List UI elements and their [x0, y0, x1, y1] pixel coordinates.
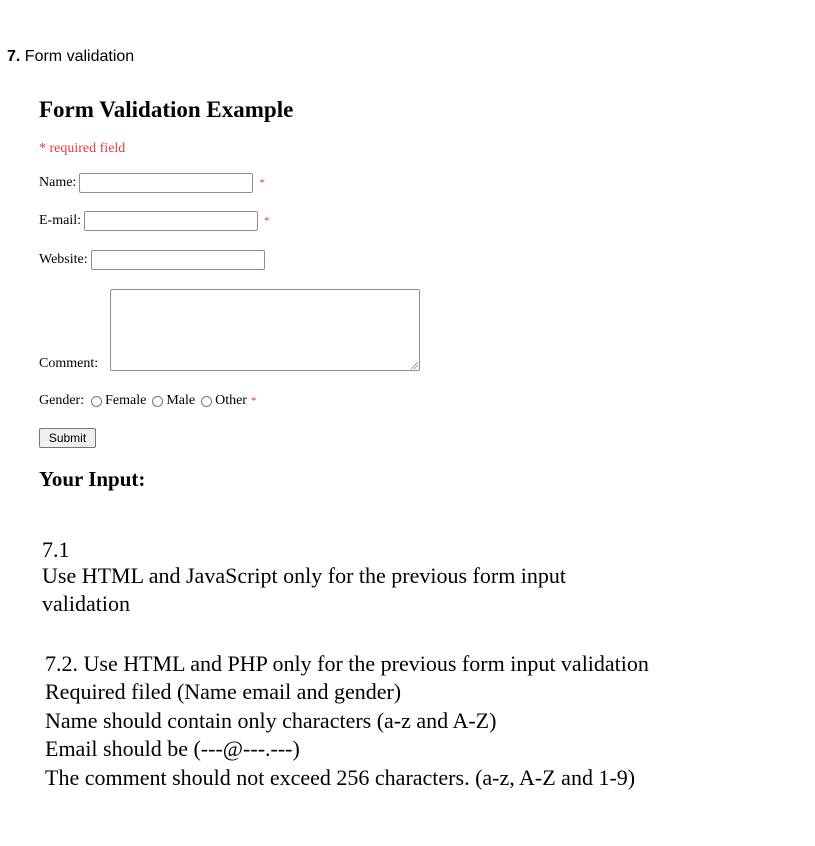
section-number: 7. [7, 48, 21, 65]
email-label: E-mail: [39, 213, 81, 228]
gender-row [39, 393, 256, 409]
name-input[interactable] [79, 173, 253, 193]
section-heading [7, 48, 134, 66]
required-field-note: * required field [39, 141, 126, 156]
task-7-1-number: 7.1 [42, 537, 70, 562]
gender-option-female[interactable] [91, 393, 146, 409]
email-row [39, 211, 270, 231]
comment-label: Comment: [39, 356, 99, 371]
other-radio[interactable] [201, 396, 212, 407]
task-7-2-line-2: Required filed (Name email and gender) [45, 679, 402, 704]
gender-option-other[interactable] [201, 393, 247, 409]
form-title: Form Validation Example [39, 97, 294, 122]
name-label: Name: [39, 175, 77, 190]
email-required-star: * [264, 215, 270, 227]
female-radio[interactable] [91, 396, 102, 407]
section-title: Form validation [24, 48, 135, 65]
task-7-1-line-2: validation [42, 591, 130, 616]
email-input[interactable] [84, 211, 258, 231]
your-input-heading: Your Input: [39, 467, 146, 491]
website-row [39, 250, 265, 270]
gender-label: Gender: [39, 393, 85, 408]
name-row [39, 173, 265, 193]
male-label: Male [166, 393, 196, 408]
gender-option-male[interactable] [152, 393, 195, 409]
task-7-2-line-5: The comment should not exceed 256 characters. (a-z, A-Z and 1-9) [45, 765, 636, 790]
comment-textarea[interactable] [110, 289, 420, 371]
resize-grip-icon[interactable] [410, 361, 418, 369]
name-required-star: * [259, 177, 265, 189]
task-7-1-line-1: Use HTML and JavaScript only for the previous form input [42, 563, 567, 588]
other-label: Other [215, 393, 247, 408]
website-input[interactable] [91, 250, 265, 270]
task-7-2-line-4: Email should be (---@---.---) [45, 736, 300, 761]
task-7-2-line-1: 7.2. Use HTML and PHP only for the previous form input validation [45, 651, 649, 676]
submit-button[interactable]: Submit [39, 428, 96, 448]
female-label: Female [105, 393, 147, 408]
task-7-2-line-3: Name should contain only characters (a-z and A-Z) [45, 708, 497, 733]
male-radio[interactable] [152, 396, 163, 407]
website-label: Website: [39, 252, 88, 267]
gender-required-star: * [250, 395, 257, 407]
